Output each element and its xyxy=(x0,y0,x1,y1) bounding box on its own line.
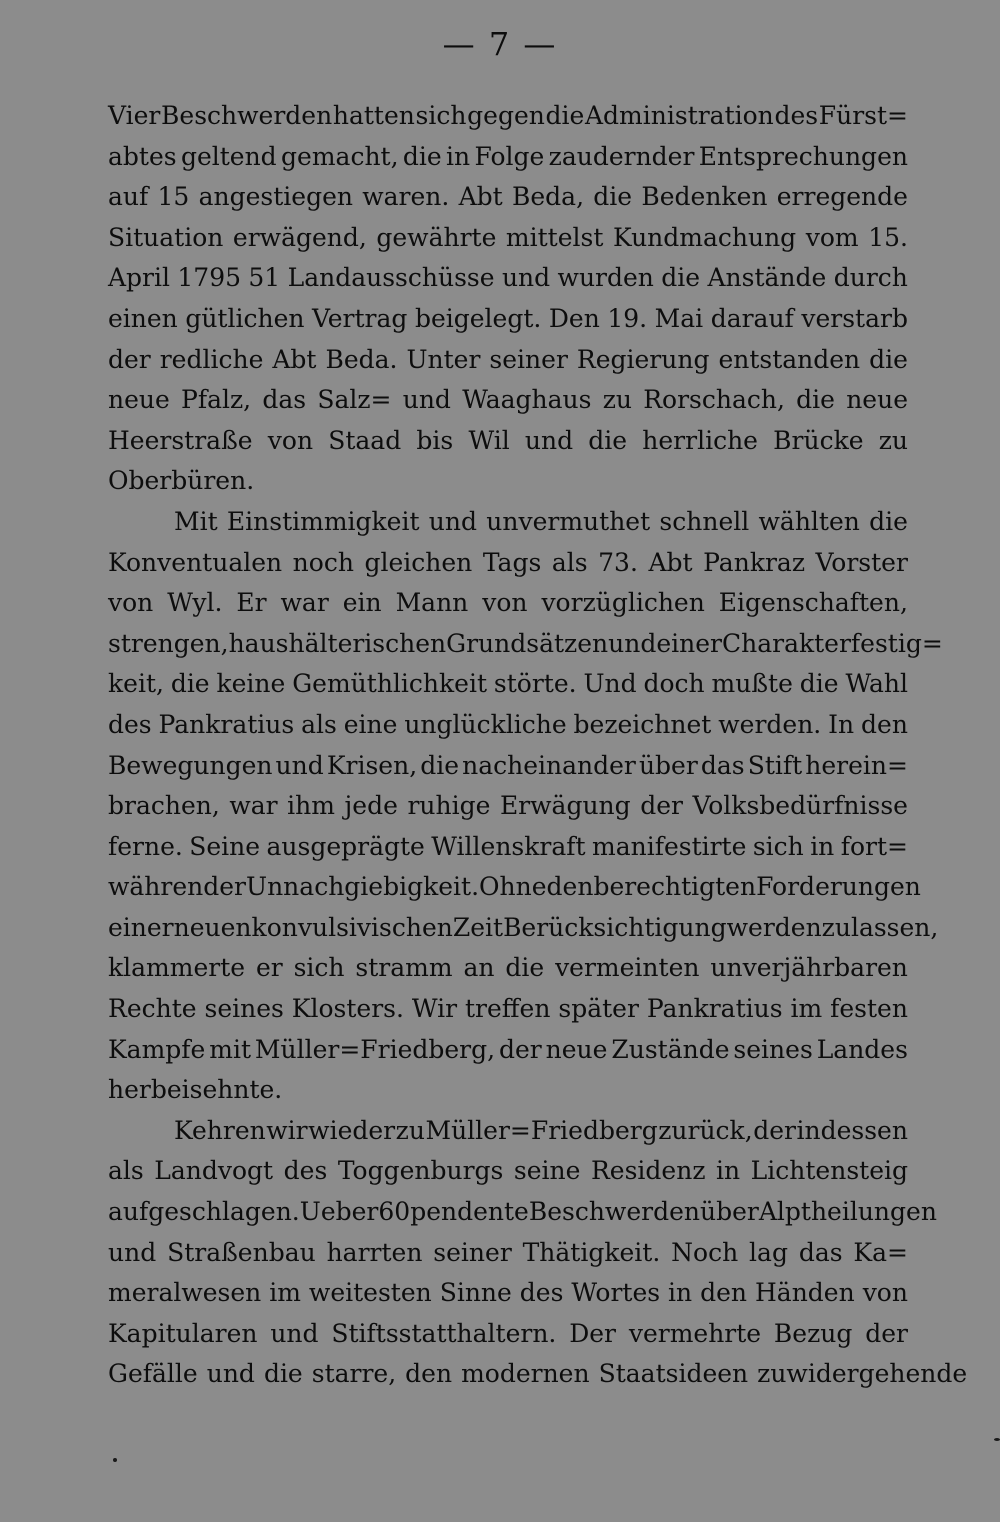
word: Mai xyxy=(654,303,704,333)
word: Staad xyxy=(328,425,402,455)
word: gütlichen xyxy=(185,303,305,333)
word: des xyxy=(108,709,152,739)
text-line xyxy=(108,948,908,989)
word: Anstände xyxy=(707,263,827,293)
word: die xyxy=(402,141,442,171)
text-line xyxy=(108,867,921,908)
word: von xyxy=(862,1278,908,1308)
word: Administration xyxy=(584,101,774,130)
text-line xyxy=(108,137,908,178)
word: Landausschüsse xyxy=(287,263,495,293)
text-line xyxy=(108,827,908,868)
text-line xyxy=(108,908,939,949)
word: als xyxy=(551,547,588,577)
word: Kehren xyxy=(174,1115,266,1145)
word: Stiftsstatthaltern. xyxy=(331,1318,557,1348)
word: zaudernder xyxy=(548,141,695,171)
text-line xyxy=(108,624,943,665)
word: darauf xyxy=(710,303,794,333)
word: Mann xyxy=(395,588,469,618)
word: erwägend, xyxy=(232,222,367,252)
text-line xyxy=(108,1151,908,1192)
word: des xyxy=(774,101,819,130)
word: war xyxy=(229,791,278,821)
word: Heerstraße xyxy=(108,425,253,455)
paragraph xyxy=(108,1111,968,1395)
word: Folge xyxy=(474,141,545,171)
word: und xyxy=(206,1359,255,1389)
word: zu xyxy=(602,385,632,415)
word: Straßenbau xyxy=(167,1237,316,1267)
word: seines xyxy=(733,1034,813,1064)
word: Rorschach, xyxy=(643,385,785,415)
word: Staatsideen xyxy=(598,1359,749,1389)
word: Rechte xyxy=(108,994,197,1024)
word: das xyxy=(700,750,745,780)
word: und xyxy=(270,1318,319,1348)
word: Wil xyxy=(468,425,510,455)
word: unvermuthet xyxy=(486,506,651,536)
word: 19. xyxy=(607,303,648,333)
word: Lichtensteig xyxy=(750,1156,908,1186)
word: als xyxy=(108,1156,144,1186)
word: die xyxy=(263,1359,303,1389)
word: Unter xyxy=(406,344,481,374)
word: zu xyxy=(878,425,908,455)
word: Fürst= xyxy=(818,101,908,130)
word: aufgeschlagen. xyxy=(108,1197,300,1227)
word: gleichen xyxy=(364,547,473,577)
word: Beda. xyxy=(325,344,398,374)
word: Zeit xyxy=(452,912,504,942)
word: Beda, xyxy=(512,182,585,212)
word: wieder xyxy=(308,1115,396,1145)
word: 1795 xyxy=(177,263,242,293)
word: Der xyxy=(569,1318,616,1348)
word: Residenz xyxy=(590,1156,706,1186)
word: nacheinander xyxy=(462,750,636,780)
word: Vertrag xyxy=(312,303,408,333)
word: die xyxy=(505,953,545,983)
word: den xyxy=(861,709,908,739)
word: herein= xyxy=(805,750,908,780)
word: die xyxy=(869,506,908,536)
text-line xyxy=(108,340,908,381)
word: keine xyxy=(216,669,286,699)
word: des xyxy=(519,1278,564,1308)
word: währender xyxy=(108,872,247,902)
word: und xyxy=(428,506,478,536)
text-line xyxy=(108,1314,908,1355)
word: Gemüthlichkeit xyxy=(292,669,488,699)
word: die xyxy=(799,669,839,699)
word: Abt xyxy=(648,547,693,577)
word: sich xyxy=(293,953,345,983)
word: hatten xyxy=(332,101,415,130)
word: den xyxy=(405,1359,453,1389)
word: pendente xyxy=(410,1197,529,1227)
word: Landvogt xyxy=(154,1156,274,1186)
word: ihm xyxy=(287,791,335,821)
word: von xyxy=(267,425,314,455)
text-line xyxy=(108,96,908,137)
word: Entsprechungen xyxy=(698,141,908,171)
word: Situation xyxy=(108,222,224,252)
page-number: — 7 — xyxy=(442,25,558,63)
text-line xyxy=(108,421,908,462)
word: im xyxy=(790,994,823,1024)
word: Unnachgiebigkeit. xyxy=(246,872,480,902)
text-line xyxy=(108,1354,968,1395)
word: brachen, xyxy=(108,791,220,821)
word: in xyxy=(446,141,471,171)
word: jede xyxy=(344,791,398,821)
word: 73. xyxy=(598,547,638,577)
word: Vorster xyxy=(815,547,908,577)
word: der xyxy=(108,344,151,374)
text-line xyxy=(108,1030,908,1071)
word: redliche xyxy=(159,344,264,374)
word: meralwesen xyxy=(108,1278,262,1308)
word: sich xyxy=(415,101,467,130)
word: Kapitularen xyxy=(108,1318,258,1348)
scan-speck xyxy=(113,1458,117,1462)
word: Thätigkeit. xyxy=(522,1237,661,1267)
word: Zustände xyxy=(611,1034,730,1064)
word: die xyxy=(170,669,210,699)
word: störte. xyxy=(493,669,577,699)
word: weitesten xyxy=(308,1278,432,1308)
word: festen xyxy=(830,994,908,1024)
word: einer xyxy=(108,912,174,942)
text-line xyxy=(108,989,908,1030)
word: neuen xyxy=(173,912,252,942)
word: Abt xyxy=(458,182,503,212)
word: seines xyxy=(204,994,284,1024)
word: vermehrte xyxy=(628,1318,762,1348)
word: Seine xyxy=(189,831,261,861)
word: die xyxy=(661,263,701,293)
word: Müller=Friedberg, xyxy=(254,1034,496,1064)
word: mittelst xyxy=(505,222,604,252)
paragraph xyxy=(108,96,908,502)
word: vom xyxy=(805,222,859,252)
word: beigelegt. xyxy=(414,303,542,333)
word: In xyxy=(828,709,855,739)
word: der xyxy=(640,791,683,821)
word: Willenskraft xyxy=(431,831,586,861)
word: 15. xyxy=(868,222,908,252)
word: geltend xyxy=(180,141,277,171)
word: und xyxy=(608,628,657,658)
word: Brücke xyxy=(773,425,864,455)
word: Regierung xyxy=(576,344,710,374)
word: Wortes xyxy=(571,1278,661,1308)
word: von xyxy=(482,588,528,618)
word: mußte xyxy=(711,669,793,699)
text-line xyxy=(108,705,908,746)
word: Salz= xyxy=(317,385,392,415)
word: Abt xyxy=(272,344,317,374)
word: ferne. xyxy=(108,831,183,861)
word: Kundmachung xyxy=(612,222,797,252)
word: den xyxy=(546,872,594,902)
word: wählten xyxy=(758,506,860,536)
word: zu xyxy=(395,1115,425,1145)
body-text xyxy=(108,96,968,1395)
word: Müller=Friedberg xyxy=(425,1115,658,1145)
word: erregende xyxy=(776,182,908,212)
word: werden. xyxy=(718,709,822,739)
word: gemacht, xyxy=(281,141,399,171)
word: des xyxy=(283,1156,328,1186)
word: waren. xyxy=(362,182,450,212)
word: angestiegen xyxy=(198,182,353,212)
text-line xyxy=(108,299,908,340)
word: seine xyxy=(513,1156,581,1186)
word: die xyxy=(796,385,835,415)
word: Den xyxy=(548,303,600,333)
word: war xyxy=(280,588,329,618)
word: Oberbüren. xyxy=(108,466,255,496)
word: wurden xyxy=(557,263,654,293)
text-line xyxy=(108,746,908,787)
word: den xyxy=(700,1278,748,1308)
text-line xyxy=(108,786,908,827)
word: Grundsätzen xyxy=(446,628,609,658)
word: zu xyxy=(821,912,851,942)
word: unverjährbaren xyxy=(710,953,908,983)
word: neue xyxy=(846,385,908,415)
word: bezeichnet xyxy=(573,709,712,739)
word: er xyxy=(255,953,283,983)
text-line xyxy=(108,1273,908,1314)
text-line xyxy=(108,177,908,218)
word: und xyxy=(501,263,551,293)
word: Sinne xyxy=(439,1278,512,1308)
word: manifestirte xyxy=(591,831,747,861)
word: Vier xyxy=(108,101,161,130)
word: Landes xyxy=(816,1034,908,1064)
word: Waaghaus xyxy=(462,385,592,415)
text-line xyxy=(108,1192,937,1233)
word: Wahl xyxy=(845,669,908,699)
word: der xyxy=(753,1115,796,1145)
word: der xyxy=(499,1034,542,1064)
word: einer xyxy=(656,628,722,658)
word: das xyxy=(798,1237,843,1267)
word: Und xyxy=(583,669,637,699)
word: klammerte xyxy=(108,953,246,983)
word: in xyxy=(668,1278,693,1308)
word: Wyl. xyxy=(167,588,223,618)
word: Kampfe xyxy=(108,1034,206,1064)
word: von xyxy=(108,588,154,618)
word: ruhige xyxy=(407,791,491,821)
word: die xyxy=(545,101,585,130)
word: in xyxy=(810,831,835,861)
text-line xyxy=(108,583,908,624)
word: schnell xyxy=(659,506,750,536)
text-line xyxy=(108,543,908,584)
word: die xyxy=(588,425,628,455)
word: das xyxy=(262,385,307,415)
word: ausgeprägte xyxy=(266,831,425,861)
word: berechtigten xyxy=(593,872,757,902)
word: Pankratius xyxy=(646,994,783,1024)
word: die xyxy=(420,750,460,780)
word: Charakterfestig= xyxy=(721,628,943,658)
word: harrten xyxy=(326,1237,423,1267)
word: Pankraz xyxy=(703,547,805,577)
text-line xyxy=(108,380,908,421)
word: über xyxy=(638,750,698,780)
word: Wir xyxy=(411,994,458,1024)
word: zuwidergehende xyxy=(757,1359,968,1389)
word: in xyxy=(716,1156,741,1186)
word: Pankratius xyxy=(158,709,295,739)
word: lassen, xyxy=(850,912,939,942)
word: Einstimmigkeit xyxy=(226,506,420,536)
word: gewährte xyxy=(376,222,497,252)
word: neue xyxy=(545,1034,608,1064)
word: Konventualen xyxy=(108,547,283,577)
word: später xyxy=(558,994,639,1024)
word: doch xyxy=(643,669,705,699)
word: wir xyxy=(266,1115,308,1145)
word: werden xyxy=(726,912,822,942)
word: konvulsivischen xyxy=(251,912,453,942)
word: Noch xyxy=(671,1237,739,1267)
text-line xyxy=(108,258,908,299)
word: sich xyxy=(752,831,804,861)
word: Bewegungen xyxy=(108,750,273,780)
word: Erwägung xyxy=(499,791,631,821)
word: und xyxy=(524,425,574,455)
word: herbeisehnte. xyxy=(108,1075,283,1105)
word: Beschwerden xyxy=(528,1197,700,1227)
word: fort= xyxy=(840,831,908,861)
word: Forderungen xyxy=(756,872,921,902)
text-line xyxy=(108,1111,908,1152)
word: Tags xyxy=(482,547,542,577)
word: auf xyxy=(108,182,149,212)
word: abtes xyxy=(108,141,177,171)
word: keit, xyxy=(108,669,164,699)
word: indessen xyxy=(796,1115,908,1145)
word: unglückliche xyxy=(404,709,567,739)
word: vermeinten xyxy=(555,953,700,983)
word: Ueber xyxy=(299,1197,379,1227)
text-line xyxy=(108,664,908,705)
word: Volksbedürfnisse xyxy=(692,791,908,821)
word: eine xyxy=(343,709,398,739)
word: verstarb xyxy=(801,303,908,333)
word: die xyxy=(869,344,908,374)
word: die xyxy=(593,182,633,212)
word: strengen, xyxy=(108,628,229,658)
word: Klosters. xyxy=(291,994,404,1024)
word: als xyxy=(301,709,337,739)
text-line xyxy=(108,1070,908,1111)
word: Mit xyxy=(174,506,218,536)
word: und xyxy=(108,1237,157,1267)
word: und xyxy=(402,385,451,415)
word: Toggenburgs xyxy=(337,1156,504,1186)
word: seiner xyxy=(433,1237,512,1267)
word: Berücksichtigung xyxy=(503,912,727,942)
word: Gefälle xyxy=(108,1359,198,1389)
word: herrliche xyxy=(642,425,758,455)
word: mit xyxy=(209,1034,251,1064)
word: über xyxy=(699,1197,759,1227)
word: 15 xyxy=(157,182,190,212)
word: April xyxy=(108,263,170,293)
word: Bedenken xyxy=(641,182,768,212)
word: an xyxy=(463,953,495,983)
word: treffen xyxy=(465,994,551,1024)
word: Alptheilungen xyxy=(758,1197,937,1227)
word: starre, xyxy=(311,1359,397,1389)
word: bis xyxy=(416,425,454,455)
word: der xyxy=(865,1318,908,1348)
word: Ohne xyxy=(479,872,547,902)
word: 60 xyxy=(378,1197,411,1227)
word: Beschwerden xyxy=(161,101,333,130)
word: vorzüglichen xyxy=(541,588,705,618)
word: zurück, xyxy=(658,1115,753,1145)
word: 51 xyxy=(248,263,281,293)
text-line xyxy=(108,461,908,502)
word: Eigenschaften, xyxy=(718,588,908,618)
word: einen xyxy=(108,303,178,333)
paragraph xyxy=(108,502,943,1111)
word: Händen xyxy=(755,1278,855,1308)
text-line xyxy=(108,1233,908,1274)
word: Stift xyxy=(747,750,803,780)
scan-speck xyxy=(994,1438,1000,1441)
text-line xyxy=(108,218,908,259)
word: und xyxy=(275,750,324,780)
word: ein xyxy=(342,588,382,618)
word: noch xyxy=(292,547,354,577)
text-line xyxy=(108,502,908,543)
word: haushälterischen xyxy=(228,628,447,658)
word: Ka= xyxy=(853,1237,908,1267)
word: Er xyxy=(236,588,267,618)
word: stramm xyxy=(355,953,453,983)
word: im xyxy=(269,1278,301,1308)
word: modernen xyxy=(461,1359,590,1389)
word: Krisen, xyxy=(326,750,418,780)
word: Pfalz, xyxy=(181,385,252,415)
word: entstanden xyxy=(718,344,861,374)
word: Bezug xyxy=(773,1318,853,1348)
word: lag xyxy=(749,1237,788,1267)
word: neue xyxy=(108,385,170,415)
word: durch xyxy=(833,263,908,293)
word: seiner xyxy=(489,344,568,374)
word: gegen xyxy=(467,101,545,130)
